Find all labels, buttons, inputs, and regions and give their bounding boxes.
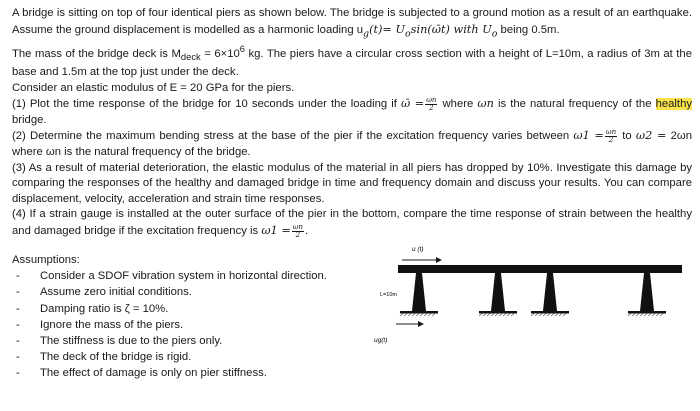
assumption-item: - The stiffness is due to the piers only.: [12, 333, 352, 349]
question-4: [12, 207, 692, 239]
q2-frac-num: ωn: [605, 127, 617, 136]
q2-w2: ω2 =: [635, 129, 667, 143]
q1-text-d: bridge.: [12, 113, 47, 126]
intro-sub-g: g: [363, 27, 370, 39]
q1-text: (1) Plot the time response of the bridge for 10 seconds under the loading if: [12, 98, 401, 111]
assumption-item: - Damping ratio is ζ = 10%.: [12, 301, 352, 317]
q4-fraction: [292, 224, 304, 239]
paragraph-modulus: Consider an elastic modulus of E = 20 GPa for the piers.: [12, 81, 295, 94]
q4-frac-num: ωn: [292, 222, 304, 231]
paragraph-intro: [12, 6, 692, 41]
intro-text-d: t) with U: [440, 22, 492, 36]
question-3: (3) As a result of material deterioration, the elastic modulus of the material in all piers has dropped by 10%. Investigate this damage by comparing the responses of the healthy and damaged bridge in time and frequency domain and discuss your results. You can compare displacement, velocity, acceleration and strain time responses.: [12, 161, 692, 205]
intro-omega-bar: ω̄: [431, 22, 441, 36]
q1-text-b: where: [438, 98, 478, 111]
intro-sub-o: o: [405, 27, 411, 39]
intro-text-b: (t)= U: [369, 22, 405, 36]
q1-text-c: is the natural frequency of the: [493, 98, 652, 111]
deck-displacement-label: u (t): [412, 246, 424, 253]
question-1: [12, 96, 692, 128]
q2-text: (2) Determine the maximum bending stress at the base of the pier if the excitation frequency varies between: [12, 130, 574, 143]
problem-text: [12, 6, 692, 240]
assumption-item: - Consider a SDOF vibration system in horizontal direction.: [12, 268, 352, 284]
highlight-healthy: healthy: [655, 98, 693, 111]
q4-w1: ω1 =: [261, 223, 291, 237]
q1-fraction: [425, 97, 437, 112]
pier: [531, 273, 569, 316]
ground-displacement-arrow: [396, 321, 424, 327]
q4-text: (4) If a strain gauge is installed at the outer surface of the pier in the bottom, compare the time response of strain between the healthy and damaged bridge if the excitation frequency is: [12, 208, 692, 237]
q1-omega-bar: ω̄ =: [401, 97, 425, 111]
q1-frac-num: ωn: [426, 95, 437, 104]
intro-text-c: sin(: [410, 22, 432, 36]
bridge-deck: [398, 265, 682, 273]
q2-text-b: to: [618, 130, 636, 143]
assumption-item: - The deck of the bridge is rigid.: [12, 349, 352, 365]
mass-text: The mass of the bridge deck is M: [12, 48, 181, 61]
question-2: [12, 128, 692, 160]
mass-value: = 6×10: [200, 48, 240, 61]
q4-frac-den: 2: [295, 230, 301, 239]
pier-height-label: L=10m: [380, 292, 397, 298]
q2-frac-den: 2: [608, 135, 614, 144]
pier: [628, 273, 666, 316]
assumption-item: - Ignore the mass of the piers.: [12, 317, 352, 333]
intro-text-e: being 0.5m.: [497, 23, 560, 36]
q2-fraction: [605, 129, 617, 144]
paragraph-mass: [12, 41, 692, 80]
q4-text-b: .: [305, 224, 309, 237]
mass-text-c: kg. The piers have a circular cross section with a height of L=10m, a radius of 3m at the base and 1.5m at the top just under the deck.: [12, 48, 692, 79]
pier: [479, 273, 517, 316]
ground-displacement-label: ug(t): [374, 337, 388, 344]
pier: [400, 273, 438, 316]
intro-text: A bridge is sitting on top of four identical piers as shown below. The bridge is subjected to a ground motion as a result of an earthquake. Assume the ground displacement is modelled as a harmonic loading u: [12, 7, 692, 36]
q2-w1: ω1 =: [573, 129, 604, 143]
bridge-diagram: [360, 238, 690, 358]
assumption-item: - Assume zero initial conditions.: [12, 284, 352, 300]
mass-sub-deck: deck: [180, 51, 201, 63]
assumption-item: - The effect of damage is only on pier stiffness.: [12, 365, 352, 381]
assumptions-list: [12, 252, 352, 382]
q1-wn: ωn: [477, 97, 494, 111]
q1-frac-den: 2: [429, 103, 434, 112]
deck-displacement-arrow: [402, 257, 442, 263]
mass-exponent: 6: [239, 43, 245, 55]
q2-text-c: 2ωn where ωn is the natural frequency of the bridge.: [12, 130, 692, 159]
intro-sub-o2: o: [491, 27, 498, 39]
assumptions-heading: Assumptions:: [12, 254, 80, 266]
